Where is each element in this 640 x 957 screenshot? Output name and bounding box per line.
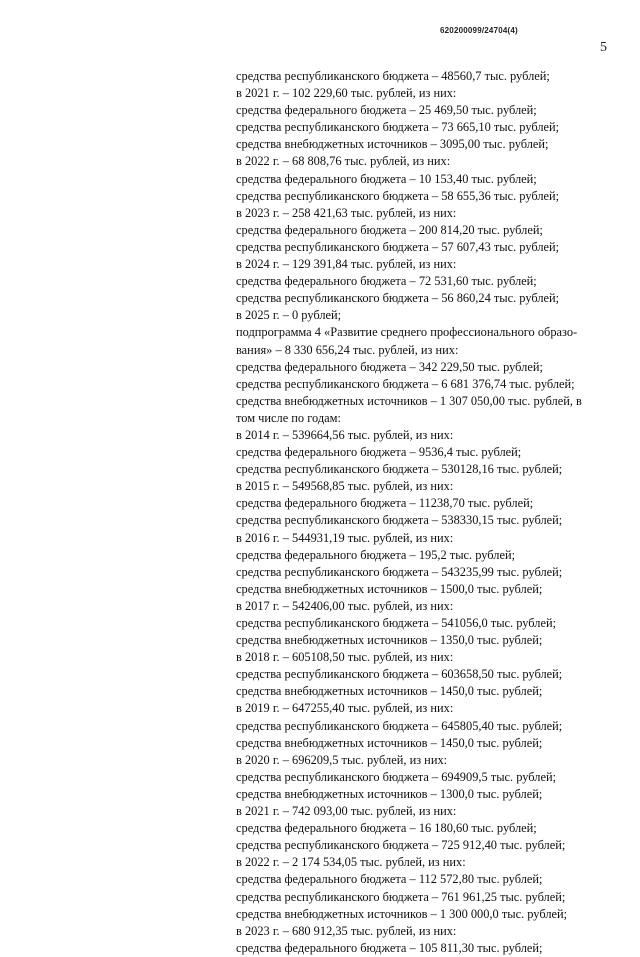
text-line: средства федерального бюджета – 16 180,60 тыс. рублей; (236, 821, 537, 836)
text-line: средства республиканского бюджета – 725 912,40 тыс. рублей; (236, 838, 566, 853)
text-line: средства федерального бюджета – 342 229,50 тыс. рублей; (236, 359, 543, 374)
text-line: средства внебюджетных источников – 1 307 050,00 тыс. рублей, в (236, 393, 582, 408)
text-line: средства внебюджетных источников – 1300,0 тыс. рублей; (236, 786, 543, 801)
text-line: средства республиканского бюджета – 538330,15 тыс. рублей; (236, 513, 563, 528)
text-line: средства федерального бюджета – 10 153,40 тыс. рублей; (236, 171, 537, 186)
text-line: в 2015 г. – 549568,85 тыс. рублей, из них: (236, 479, 454, 494)
document-id: 620200099/24704(4) (440, 26, 518, 35)
text-line: средства республиканского бюджета – 530128,16 тыс. рублей; (236, 462, 563, 477)
text-line: в 2020 г. – 696209,5 тыс. рублей, из них: (236, 752, 448, 767)
text-line: средства республиканского бюджета – 694909,5 тыс. рублей; (236, 769, 557, 784)
text-line: в 2016 г. – 544931,19 тыс. рублей, из них: (236, 530, 454, 545)
text-line: средства федерального бюджета – 112 572,80 тыс. рублей; (236, 872, 543, 887)
text-line: в 2024 г. – 129 391,84 тыс. рублей, из них: (236, 257, 457, 272)
text-line: в 2025 г. – 0 рублей; (236, 308, 342, 323)
text-line: средства внебюджетных источников – 3095,00 тыс. рублей; (236, 137, 549, 152)
text-line: средства внебюджетных источников – 1350,0 тыс. рублей; (236, 633, 543, 648)
text-line: средства внебюджетных источников – 1450,0 тыс. рублей; (236, 684, 543, 699)
text-line: в 2014 г. – 539664,56 тыс. рублей, из них: (236, 427, 454, 442)
text-line: том числе по годам: (236, 410, 341, 425)
text-line: в 2021 г. – 102 229,60 тыс. рублей, из них: (236, 86, 457, 101)
text-line: средства федерального бюджета – 25 469,50 тыс. рублей; (236, 103, 537, 118)
text-line: в 2023 г. – 258 421,63 тыс. рублей, из них: (236, 205, 457, 220)
text-line: средства внебюджетных источников – 1500,0 тыс. рублей; (236, 581, 543, 596)
text-line: вания» – 8 330 656,24 тыс. рублей, из них: (236, 342, 459, 357)
text-line: средства республиканского бюджета – 603658,50 тыс. рублей; (236, 667, 563, 682)
document-body (236, 68, 614, 957)
text-line: средства федерального бюджета – 195,2 тыс. рублей; (236, 547, 516, 562)
text-line: средства внебюджетных источников – 1450,0 тыс. рублей; (236, 735, 543, 750)
text-line: средства республиканского бюджета – 73 665,10 тыс. рублей; (236, 120, 560, 135)
text-line: в 2018 г. – 605108,50 тыс. рублей, из них: (236, 650, 454, 665)
text-line: средства республиканского бюджета – 58 655,36 тыс. рублей; (236, 188, 560, 203)
text-line: средства республиканского бюджета – 541056,0 тыс. рублей; (236, 616, 557, 630)
text-line: подпрограмма 4 «Развитие среднего профессионального образо- (236, 325, 578, 340)
text-line: средства внебюджетных источников – 1 300 000,0 тыс. рублей; (236, 906, 568, 921)
text-line: в 2022 г. – 2 174 534,05 тыс. рублей, из них: (236, 855, 466, 870)
text-line: средства республиканского бюджета – 57 607,43 тыс. рублей; (236, 239, 560, 254)
text-line: средства республиканского бюджета – 48560,7 тыс. рублей; (236, 69, 550, 83)
text-line: в 2023 г. – 680 912,35 тыс. рублей, из них: (236, 923, 457, 938)
text-line: средства федерального бюджета – 11238,70 тыс. рублей; (236, 496, 534, 511)
text-line: средства федерального бюджета – 9536,4 тыс. рублей; (236, 445, 522, 460)
page-number: 5 (600, 40, 607, 55)
text-line: средства федерального бюджета – 200 814,20 тыс. рублей; (236, 222, 543, 237)
text-line: средства республиканского бюджета – 761 961,25 тыс. рублей; (236, 889, 566, 904)
text-line: в 2022 г. – 68 808,76 тыс. рублей, из них: (236, 154, 451, 169)
text-line: средства республиканского бюджета – 645805,40 тыс. рублей; (236, 718, 563, 733)
text-line: средства республиканского бюджета – 543235,99 тыс. рублей; (236, 564, 563, 579)
text-line: средства федерального бюджета – 105 811,30 тыс. рублей; (236, 940, 543, 955)
text-line: средства республиканского бюджета – 6 681 376,74 тыс. рублей; (236, 376, 575, 391)
text-line: в 2017 г. – 542406,00 тыс. рублей, из них: (236, 598, 454, 613)
text-line: в 2021 г. – 742 093,00 тыс. рублей, из них: (236, 804, 457, 819)
text-line: средства федерального бюджета – 72 531,60 тыс. рублей; (236, 274, 537, 289)
text-line: средства республиканского бюджета – 56 860,24 тыс. рублей; (236, 291, 560, 306)
text-line: в 2019 г. – 647255,40 тыс. рублей, из них: (236, 701, 454, 716)
